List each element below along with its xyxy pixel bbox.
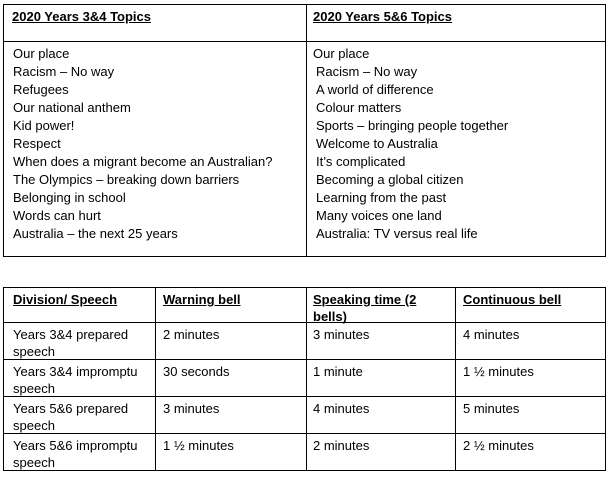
table-cell-speaking: 1 minute	[313, 364, 363, 379]
topic-item: Refugees	[13, 82, 69, 97]
table-cell-speaking: 4 minutes	[313, 401, 370, 416]
row-divider	[4, 322, 605, 323]
topic-item: A world of difference	[316, 82, 434, 97]
topic-item: Belonging in school	[13, 190, 126, 205]
table-cell-continuous: 2 ½ minutes	[463, 438, 534, 453]
header-speaking-time: Speaking time (2 bells)	[313, 292, 417, 324]
years-3-4-topics-list	[13, 45, 272, 243]
column-divider	[455, 288, 456, 470]
topic-item: Our national anthem	[13, 100, 131, 115]
topics-table	[3, 4, 606, 257]
topic-item: Sports – bringing people together	[316, 118, 509, 133]
topic-item: Learning from the past	[316, 190, 447, 205]
topic-item: Our place	[313, 46, 370, 61]
topic-item: Australia: TV versus real life	[316, 226, 478, 241]
column-divider	[306, 5, 307, 256]
topic-item: The Olympics – breaking down barriers	[13, 172, 240, 187]
years-5-6-topics-header: 2020 Years 5&6 Topics	[313, 9, 453, 24]
table-cell-division: Years 3&4 impromptu speech	[13, 364, 138, 396]
topic-item: Racism – No way	[316, 64, 418, 79]
topic-item: Our place	[13, 46, 70, 61]
header-warning-bell: Warning bell	[163, 292, 241, 307]
topic-item: Respect	[13, 136, 61, 151]
header-continuous-bell: Continuous bell	[463, 292, 562, 307]
column-divider	[306, 288, 307, 470]
table-cell-warning: 1 ½ minutes	[163, 438, 234, 453]
table-cell-continuous: 4 minutes	[463, 327, 520, 342]
topic-item: Australia – the next 25 years	[13, 226, 178, 241]
column-divider	[155, 288, 156, 470]
topic-item: Colour matters	[316, 100, 402, 115]
topic-item: It’s complicated	[316, 154, 406, 169]
table-cell-division: Years 3&4 prepared speech	[13, 327, 129, 359]
table-cell-continuous: 5 minutes	[463, 401, 520, 416]
table-cell-warning: 30 seconds	[163, 364, 230, 379]
table-cell-division: Years 5&6 impromptu speech	[13, 438, 138, 470]
table-cell-division: Years 5&6 prepared speech	[13, 401, 129, 433]
table-cell-continuous: 1 ½ minutes	[463, 364, 534, 379]
years-3-4-topics-header: 2020 Years 3&4 Topics	[12, 9, 152, 24]
topic-item: Racism – No way	[13, 64, 115, 79]
topic-item: When does a migrant become an Australian?	[13, 154, 273, 169]
header-divider	[4, 41, 605, 42]
table-cell-warning: 2 minutes	[163, 327, 220, 342]
speech-times-table	[3, 287, 606, 471]
years-5-6-topics-list	[313, 45, 508, 243]
table-cell-speaking: 2 minutes	[313, 438, 370, 453]
table-cell-warning: 3 minutes	[163, 401, 220, 416]
topic-item: Becoming a global citizen	[316, 172, 464, 187]
header-division-speech: Division/ Speech	[13, 292, 118, 307]
topic-item: Welcome to Australia	[316, 136, 438, 151]
topic-item: Many voices one land	[316, 208, 442, 223]
topic-item: Kid power!	[13, 118, 75, 133]
table-cell-speaking: 3 minutes	[313, 327, 370, 342]
topic-item: Words can hurt	[13, 208, 101, 223]
